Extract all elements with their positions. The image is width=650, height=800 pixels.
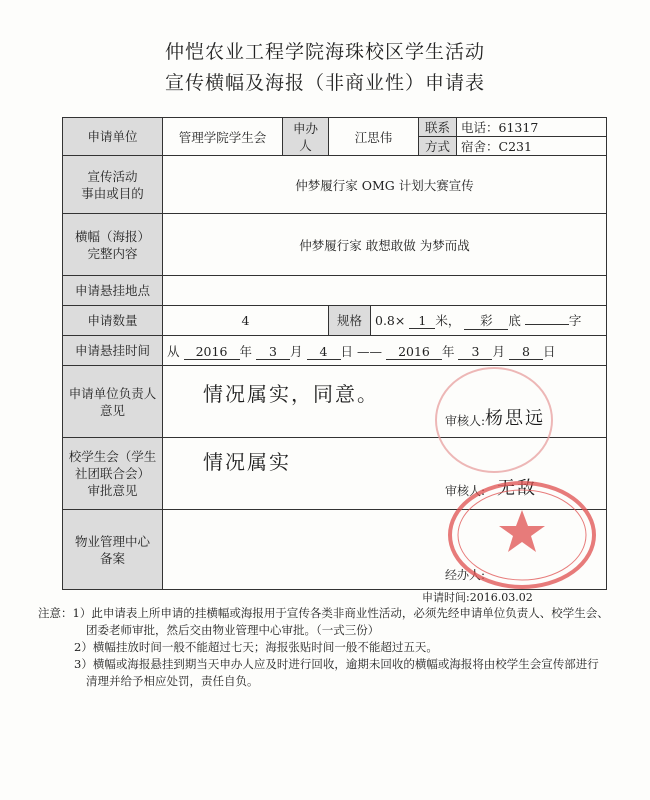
hang-time-value: 从 2016 年 3 月 4 日 —— 2016 年 3 月 8 日 xyxy=(163,336,607,366)
purpose-label: 宣传活动 事由或目的 xyxy=(63,156,163,214)
applicant-unit-value: 管理学院学生会 xyxy=(163,118,283,156)
phone-value: 电话：61317 xyxy=(457,118,607,137)
form-title-line1: 仲恺农业工程学院海珠校区学生活动 xyxy=(164,41,485,63)
apply-time: 申请时间:2016.03.02 xyxy=(422,591,533,604)
location-value xyxy=(163,276,607,306)
note-2: 2）横幅挂放时间一般不能超过七天；海报张贴时间一般不能超过五天。 xyxy=(74,640,438,654)
reviewer-signature-1: 杨思远 xyxy=(485,408,545,429)
spec-label: 规格 xyxy=(329,306,371,336)
note-3: 3）横幅或海报悬挂到期当天申办人应及时进行回收，逾期未回收的横幅或海报将由校学生会宣传部进行 xyxy=(74,657,599,671)
unit-opinion-label: 申请单位负责人 意见 xyxy=(63,366,163,438)
organizer-label: 申办人 xyxy=(283,118,329,156)
purpose-value: 仲梦履行家 OMG 计划大赛宣传 xyxy=(163,156,607,214)
union-opinion-handwriting: 情况属实 xyxy=(203,450,291,474)
content-value: 仲梦履行家 敢想敢做 为梦而战 xyxy=(163,214,607,276)
reviewer-label-1: 审核人: xyxy=(445,414,486,428)
spec-value: 0.8× 1 米， 彩 底 字 xyxy=(371,306,607,336)
handler-label: 经办人: xyxy=(445,568,486,582)
dorm-value: 宿舍：C231 xyxy=(457,137,607,156)
quantity-value: 4 xyxy=(163,306,329,336)
note-1-cont: 团委老师审批，然后交由物业管理中心审批。（一式三份） xyxy=(86,623,380,637)
form-title-line2: 宣传横幅及海报（非商业性）申请表 xyxy=(164,72,485,94)
seal-star-icon xyxy=(499,510,545,552)
note-3-cont: 清理并给予相应处罚，责任自负。 xyxy=(86,674,259,688)
unit-opinion-handwriting: 情况属实，同意。 xyxy=(203,382,379,406)
organizer-value: 江思伟 xyxy=(329,118,419,156)
hang-time-label: 申请悬挂时间 xyxy=(63,336,163,366)
applicant-unit-label: 申请单位 xyxy=(63,118,163,156)
content-label: 横幅（海报） 完整内容 xyxy=(63,214,163,276)
note-1: 注意： 1）此申请表上所申请的挂横幅或海报用于宣传各类非商业性活动，必须先经申请单位负责人、校学生会、 xyxy=(38,606,609,620)
contact-label-2: 方式 xyxy=(419,137,457,156)
official-seal xyxy=(432,360,612,590)
location-label: 申请悬挂地点 xyxy=(63,276,163,306)
quantity-label: 申请数量 xyxy=(63,306,163,336)
reviewer-label-2: 审核人: xyxy=(445,484,486,498)
faint-seal xyxy=(436,368,552,472)
property-label: 物业管理中心 备案 xyxy=(63,510,163,590)
union-opinion-label: 校学生会（学生 社团联合会） 审批意见 xyxy=(63,438,163,510)
notes-section xyxy=(38,605,618,690)
reviewer-signature-2: 无敌 xyxy=(497,478,537,499)
contact-label-1: 联系 xyxy=(419,118,457,137)
